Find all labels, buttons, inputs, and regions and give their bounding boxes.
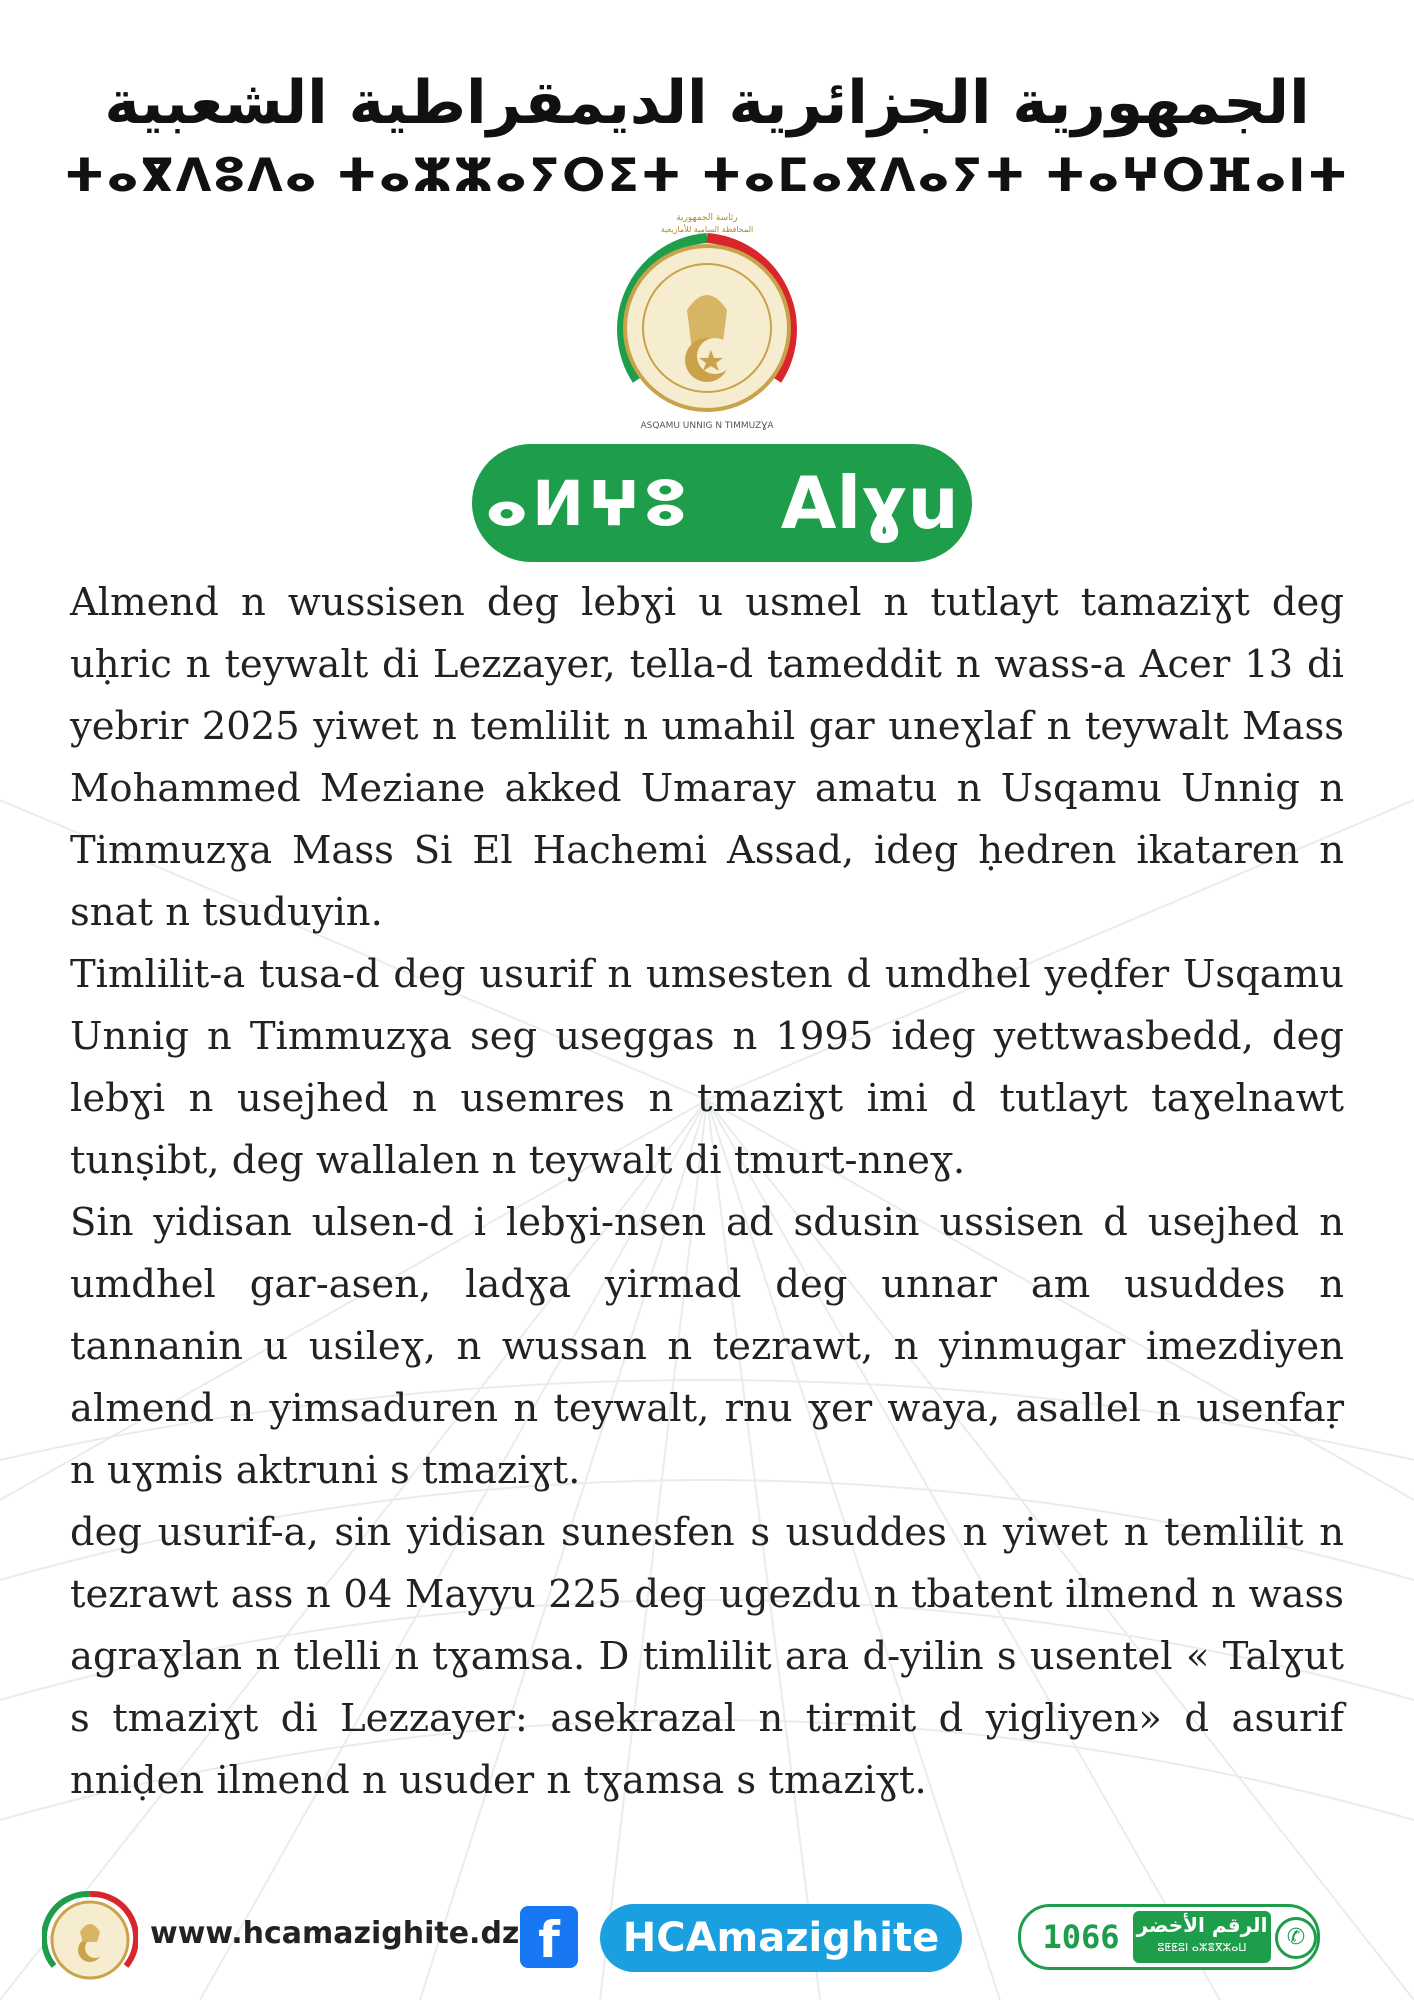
- green-line-badge[interactable]: [1018, 1904, 1320, 1970]
- emblem-top-text: رئاسة الجمهورية: [676, 213, 738, 223]
- green-line-tifinagh: ⵓⵟⵟⵓⵏ ⴰⵣⴻⴳⵣⴰⵡ: [1157, 1941, 1247, 1954]
- facebook-icon[interactable]: f: [520, 1906, 578, 1968]
- facebook-handle[interactable]: HCAmazighite: [600, 1904, 962, 1972]
- title-latin: Alɣu: [780, 461, 959, 545]
- article-paragraph: Timlilit-a tusa-d deg usurif n umsesten d umdhel yeḍfer Usqamu Unnig n Timmuzɣa seg useggas n 1995 ideg yettwasbedd, deg lebɣi n usejhed n usemres n tmaziɣt imi d tutlayt taɣelnawt tunṣibt, deg wallalen n teywalt di tmurt-nneɣ.: [70, 952, 1344, 1183]
- emblem-bottom-text: ASQAMU UNNIG N TIMMUZƔA: [640, 421, 774, 431]
- article-paragraph: Sin yidisan ulsen-d i lebɣi-nsen ad sdusin ussisen d usejhed n umdhel gar-asen, ladɣa yirmad deg unnar am usuddes n tannanin u usileɣ, n wussan n tezrawt, n yinmugar imezdiyen almend n yimsaduren n teywalt, rnu ɣer waya, asallel n usenfaṛ n uɣmis aktruni s tmaziɣt.: [70, 1200, 1344, 1493]
- website-link[interactable]: www.hcamazighite.dz: [150, 1916, 520, 1951]
- emblem-icon: [607, 210, 807, 442]
- green-line-number: 1066: [1042, 1918, 1120, 1956]
- phone-icon: ✆: [1275, 1917, 1317, 1959]
- header-tifinagh-title: ⵜⴰⴳⴷⵓⴷⴰ ⵜⴰⵣⵣⴰⵢⵔⵉⵜ ⵜⴰⵎⴰⴳⴷⴰⵢⵜ ⵜⴰⵖⵔⴼⴰⵏⵜ: [64, 148, 1350, 202]
- header-arabic-title: الجمهورية الجزائرية الديمقراطية الشعبية: [104, 68, 1310, 138]
- title-tifinagh: ⴰⵍⵖⵓ: [485, 466, 691, 540]
- footer-emblem-icon: [42, 1888, 138, 1988]
- green-line-arabic: الرقم الأخضر: [1136, 1913, 1268, 1937]
- article-paragraph: deg usurif-a, sin yidisan sunesfen s usuddes n yiwet n temlilit n tezrawt ass n 04 Mayyu 225 deg ugezdu n tbatent ilmend n wass agraɣlan n tlelli n tɣamsa. D timlilit ara d-yilin s usentel « Talɣut s tmaziɣt di Lezzayer: asekrazal n tirmit d yigliyen» d asurif nniḍen ilmend n usuder n tɣamsa s tmaziɣt.: [70, 1510, 1344, 1803]
- green-line-label-box: [1133, 1911, 1271, 1963]
- article-paragraph: Almend n wussisen deg lebɣi u usmel n tutlayt tamaziɣt deg uḥric n teywalt di Lezzayer, tella-d tameddit n wass-a Acer 13 di yebrir 2025 yiwet n temlilit n umahil gar uneɣlaf n teywalt Mass Mohammed Meziane akked Umaray amatu n Usqamu Unnig n Timmuzɣa Mass Si El Hachemi Assad, ideg ḥedren ikataren n snat n tsuduyin.: [70, 580, 1344, 935]
- article-body: [70, 572, 1344, 1812]
- emblem-sub-text: المحافظة السامية للأمازيغية: [660, 225, 754, 234]
- title-badge: [472, 444, 972, 562]
